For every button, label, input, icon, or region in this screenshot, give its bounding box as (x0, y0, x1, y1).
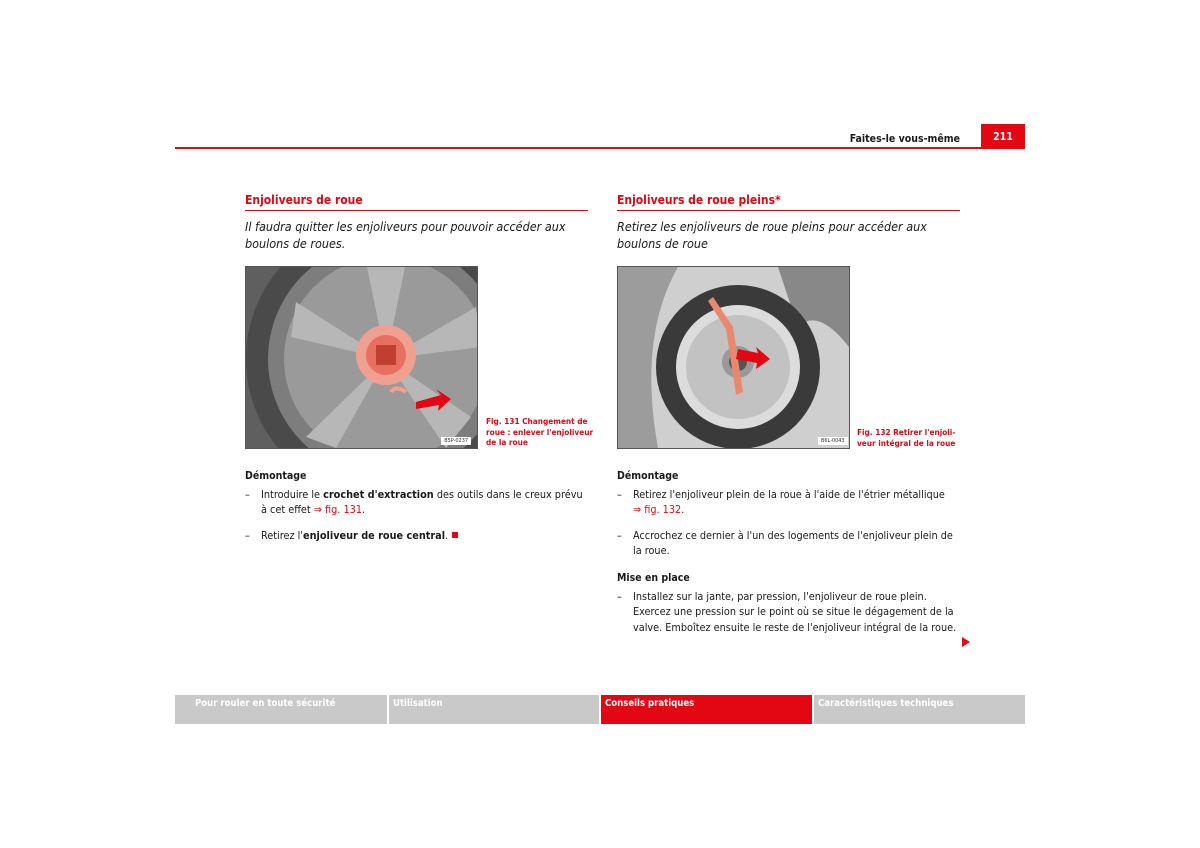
left-section-title: Enjoliveurs de roue (245, 193, 363, 207)
list-item (245, 528, 590, 543)
figure-131-code: B5P-0237 (441, 437, 471, 445)
left-intro-line-2: boulons de roues. (245, 236, 346, 251)
list-dash: – (617, 590, 622, 603)
figure-132-caption-line-2: veur intégral de la roue (857, 437, 956, 448)
figure-131-caption-line-3: de la roue (486, 437, 528, 447)
left-subhead-demontage: Démontage (245, 470, 307, 482)
figure-132-caption-line-1: Fig. 132 Retirer l'enjoli- (857, 427, 956, 437)
list-item (245, 487, 590, 518)
emphasis: enjoliveur de roue central (303, 529, 446, 542)
figure-reference-link[interactable]: ⇒ fig. 131 (313, 503, 363, 517)
list-item (617, 487, 962, 518)
running-header-title: Faites-le vous-même (849, 133, 960, 145)
figure-131-caption-line-2: roue : enlever l'enjoliveur (486, 426, 594, 437)
continued-arrow-icon (962, 637, 970, 647)
list-item (617, 589, 962, 635)
list-dash: – (245, 529, 250, 542)
emphasis: crochet d'extraction (323, 488, 434, 501)
list-dash: – (617, 529, 622, 542)
nav-tab-securite[interactable]: Pour rouler en toute sécurité (175, 695, 387, 724)
list-dash: – (245, 488, 250, 501)
right-intro-line-1: Retirez les enjoliveurs de roue pleins pour accéder aux (617, 219, 927, 234)
nav-tab-caracteristiques[interactable]: Caractéristiques techniques (814, 695, 1025, 724)
list-item-text: Retirez l'enjoliveur plein de la roue à l'aide de l'étrier métallique ⇒ fig. 132. (633, 488, 945, 517)
nav-tab-conseils-pratiques[interactable]: Conseils pratiques (601, 695, 812, 724)
list-item-text: Introduire le crochet d'extraction des outils dans le creux prévu à cet effet ⇒ fig. 131. (261, 488, 583, 517)
wheel-cover-illustration (246, 267, 477, 448)
end-of-section-marker (452, 532, 458, 538)
figure-reference-link[interactable]: ⇒ fig. 132 (633, 503, 682, 517)
figure-132-code: B6L-0043 (818, 437, 848, 445)
right-intro-line-2: boulons de roue (617, 236, 708, 251)
list-item-text: Accrochez ce dernier à l'un des logements de l'enjoliveur plein de la roue. (633, 529, 953, 558)
left-section-rule (245, 210, 588, 211)
figure-132-full-wheel-cover (617, 266, 850, 449)
right-subhead-demontage: Démontage (617, 470, 679, 482)
full-wheel-cover-illustration (618, 267, 849, 448)
right-intro (617, 218, 967, 252)
right-subhead-mise-en-place: Mise en place (617, 572, 690, 584)
figure-132-caption (857, 427, 967, 448)
list-dash: – (617, 488, 622, 501)
list-item (617, 528, 962, 559)
right-section-title: Enjoliveurs de roue pleins* (617, 193, 781, 207)
page-number: 211 (981, 124, 1025, 149)
header-rule (175, 147, 1025, 149)
left-intro-line-1: Il faudra quitter les enjoliveurs pour pouvoir accéder aux (245, 219, 566, 234)
nav-tab-utilisation[interactable]: Utilisation (389, 695, 599, 724)
right-section-rule (617, 210, 960, 211)
figure-131-caption (486, 416, 596, 448)
list-item-text: Installez sur la jante, par pression, l'enjoliveur de roue plein. Exercez une pression sur le point où se situe le dégagement de la valve. Emboîtez ensuite le reste de l'enjoliveur intégral de la roue. (633, 590, 957, 634)
left-intro (245, 218, 595, 252)
list-item-text: Retirez l'enjoliveur de roue central. (261, 528, 590, 543)
figure-131-caption-line-1: Fig. 131 Changement de (486, 416, 588, 426)
figure-131-wheel-cap (245, 266, 478, 449)
